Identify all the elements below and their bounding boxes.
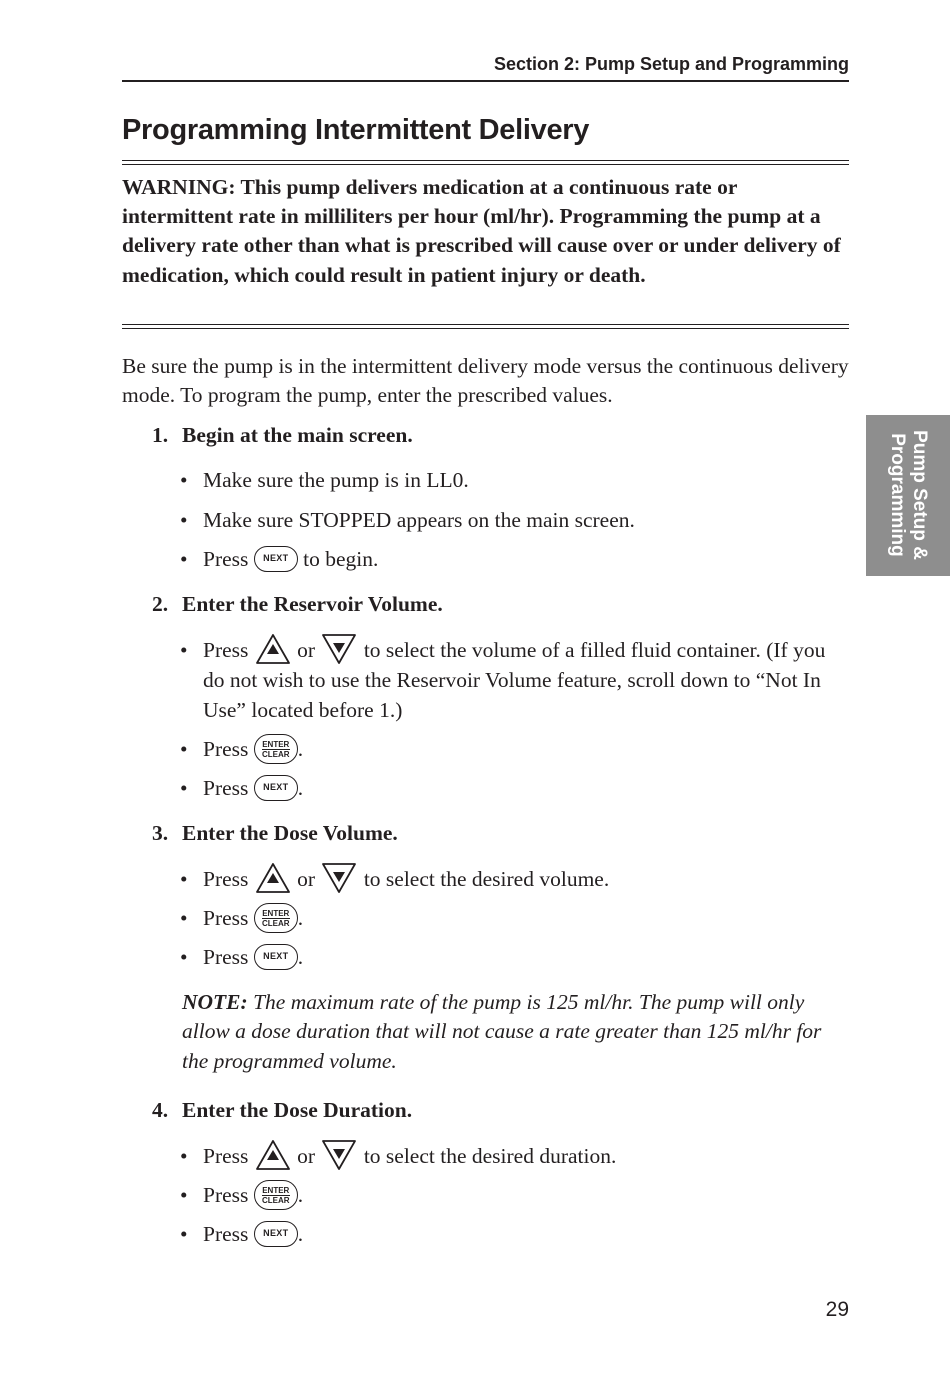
- down-arrow-key-icon: [320, 632, 358, 666]
- press-word: Press: [203, 867, 249, 891]
- step-4: [152, 1098, 412, 1123]
- press-word: Press: [203, 547, 249, 571]
- press-word: Press: [203, 906, 249, 930]
- step-number: 4.: [152, 1098, 169, 1122]
- header-rule: [122, 80, 849, 82]
- bullet-icon: •: [180, 1183, 188, 1207]
- bullet-icon: •: [180, 867, 188, 891]
- enter-clear-key-icon: ENTER CLEAR: [254, 903, 298, 933]
- list-item-text: Make sure STOPPED appears on the main screen.: [203, 508, 635, 532]
- press-word: Press: [203, 776, 249, 800]
- note-text: The maximum rate of the pump is 125 ml/hr. The pump will only allow a dose duration that will not cause a rate greater than 125 ml/hr for the programmed volume.: [182, 990, 822, 1073]
- side-tab-line-1: Pump Setup &: [909, 430, 930, 560]
- press-word: Press: [203, 945, 249, 969]
- list-item-text: to begin.: [303, 547, 379, 571]
- press-word: Press: [203, 1144, 249, 1168]
- press-word: Press: [203, 638, 249, 662]
- step-title: Enter the Dose Duration.: [182, 1098, 413, 1122]
- list-item-text: Make sure the pump is in LL0.: [203, 468, 469, 492]
- up-arrow-key-icon: [254, 861, 292, 895]
- intro-paragraph: Be sure the pump is in the intermittent delivery mode versus the continuous delivery mode. To program the pump, enter the prescribed values.: [122, 354, 849, 407]
- page-number: 29: [825, 1298, 849, 1321]
- next-key-icon: NEXT: [254, 944, 298, 970]
- bullet-icon: •: [180, 906, 188, 930]
- warning-top-rule: [122, 160, 849, 165]
- list-item-text: to select the desired duration.: [363, 1144, 617, 1168]
- enter-clear-key-icon: ENTER CLEAR: [254, 1180, 298, 1210]
- next-key-icon: NEXT: [254, 775, 298, 801]
- step-number: 2.: [152, 592, 169, 616]
- warning-bottom-rule: [122, 324, 849, 329]
- bullet-icon: •: [180, 776, 188, 800]
- bullet-icon: •: [180, 638, 188, 662]
- bullet-icon: •: [180, 508, 188, 532]
- running-header: Section 2: Pump Setup and Programming: [493, 54, 849, 74]
- next-key-icon: NEXT: [254, 1221, 298, 1247]
- section-side-tab: [866, 415, 950, 576]
- side-tab-line-2: Programming: [887, 433, 908, 557]
- list-item-text: to select the volume of a filled fluid container. (If you do not wish to use the Reservoir Volume feature, scroll down to “Not In Use” located before 1.): [203, 638, 826, 722]
- bullet-icon: •: [180, 468, 188, 492]
- enter-clear-key-icon: ENTER CLEAR: [254, 734, 298, 764]
- warning-text: WARNING: This pump delivers medication at a continuous rate or intermittent rate in milliliters per hour (ml/hr). Programming the pump at a delivery rate other than what is prescribed will cause over or under delivery of medication, which could result in patient injury or death.: [122, 175, 841, 287]
- note-label: NOTE:: [182, 990, 248, 1014]
- press-word: Press: [203, 1222, 249, 1246]
- or-word: or: [297, 867, 316, 891]
- press-word: Press: [203, 737, 249, 761]
- step-title: Enter the Dose Volume.: [182, 821, 398, 845]
- next-key-icon: NEXT: [254, 546, 298, 572]
- step-1: [152, 423, 413, 448]
- note-paragraph: [182, 988, 850, 1076]
- press-word: Press: [203, 1183, 249, 1207]
- down-arrow-key-icon: [320, 1138, 358, 1172]
- up-arrow-key-icon: [254, 1138, 292, 1172]
- up-arrow-key-icon: [254, 632, 292, 666]
- list-item-text: to select the desired volume.: [363, 867, 610, 891]
- bullet-icon: •: [180, 737, 188, 761]
- down-arrow-key-icon: [320, 861, 358, 895]
- step-title: Enter the Reservoir Volume.: [182, 592, 443, 616]
- bullet-icon: •: [180, 1222, 188, 1246]
- step-3: [152, 821, 398, 846]
- step-title: Begin at the main screen.: [182, 423, 413, 447]
- or-word: or: [297, 638, 316, 662]
- bullet-icon: •: [180, 945, 188, 969]
- bullet-icon: •: [180, 547, 188, 571]
- step-number: 1.: [152, 423, 169, 447]
- bullet-icon: •: [180, 1144, 188, 1168]
- page-title: Programming Intermittent Delivery: [122, 114, 590, 146]
- or-word: or: [297, 1144, 316, 1168]
- step-number: 3.: [152, 821, 169, 845]
- step-2: [152, 592, 443, 617]
